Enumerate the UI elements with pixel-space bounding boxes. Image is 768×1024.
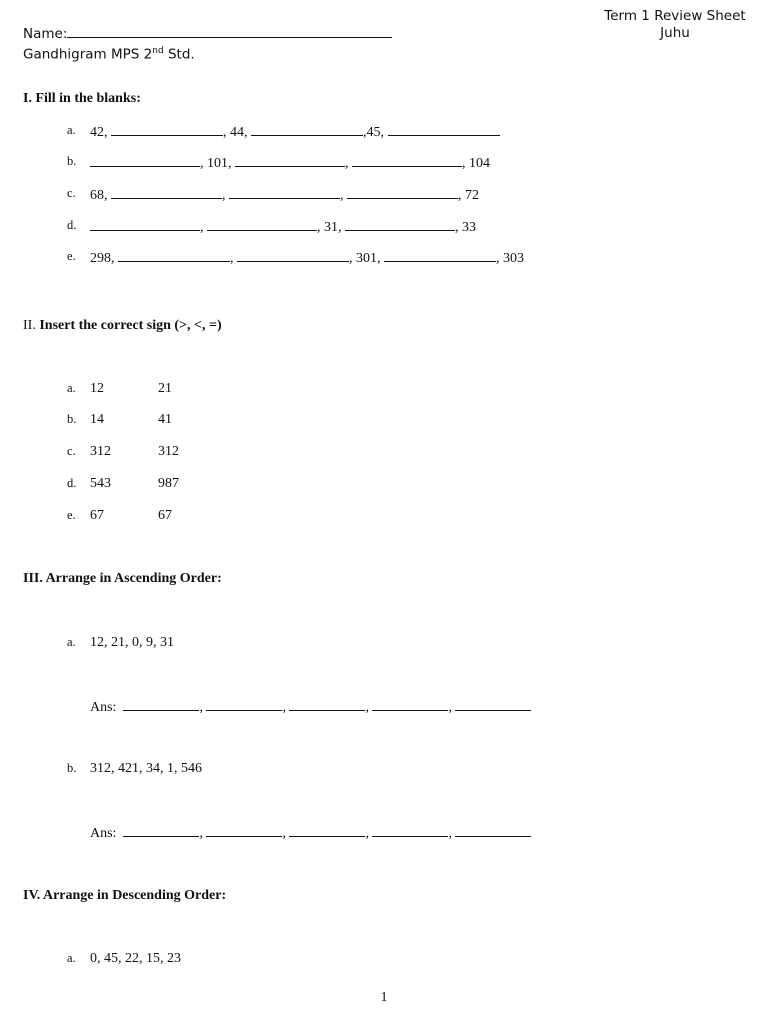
item-content bbox=[90, 154, 490, 172]
item-letter: a. bbox=[67, 381, 76, 395]
answer-blank bbox=[251, 123, 363, 136]
item-letter: a. bbox=[67, 635, 76, 649]
answer-blank bbox=[372, 698, 448, 711]
item-text: ,45, bbox=[363, 125, 388, 140]
item-letter: d. bbox=[67, 218, 77, 232]
name-line bbox=[23, 25, 392, 43]
answer-line: Ans: , , , , bbox=[90, 698, 531, 716]
item-text: , bbox=[200, 220, 207, 235]
school-name: Gandhigram MPS 2 bbox=[23, 46, 153, 63]
sheet-title: Term 1 Review Sheet bbox=[604, 8, 746, 24]
section-2-title bbox=[23, 318, 222, 334]
answer-blank bbox=[207, 218, 317, 231]
item-content bbox=[90, 249, 524, 267]
answer-blank bbox=[347, 186, 458, 199]
item-content bbox=[90, 218, 476, 236]
item-letter: b. bbox=[67, 761, 77, 775]
item-text: , 104 bbox=[462, 156, 490, 171]
right-number: 21 bbox=[158, 381, 172, 396]
answer-blank bbox=[90, 218, 200, 231]
answer-blank bbox=[206, 824, 282, 837]
item-letter: d. bbox=[67, 476, 77, 490]
section-2-heading: Insert the correct sign (>, <, =) bbox=[39, 318, 222, 333]
item-content bbox=[90, 186, 479, 204]
item-content bbox=[90, 123, 500, 141]
item-text: 298, bbox=[90, 251, 118, 266]
header-left bbox=[23, 25, 392, 64]
left-number: 543 bbox=[90, 476, 111, 491]
section-1-title: I. Fill in the blanks: bbox=[23, 91, 141, 106]
answer-blank bbox=[289, 698, 365, 711]
sheet-location: Juhu bbox=[660, 25, 690, 41]
right-number: 987 bbox=[158, 476, 179, 491]
answer-blank bbox=[123, 824, 199, 837]
answer-blank bbox=[206, 698, 282, 711]
answer-blank bbox=[289, 824, 365, 837]
item-numbers: 12, 21, 0, 9, 31 bbox=[90, 635, 174, 650]
item-text: 68, bbox=[90, 188, 111, 203]
answer-blank bbox=[352, 154, 462, 167]
item-letter: e. bbox=[67, 508, 76, 522]
answer-blank bbox=[90, 154, 200, 167]
item-text: , bbox=[230, 251, 237, 266]
item-text: , 44, bbox=[223, 125, 251, 140]
school-std: Std. bbox=[163, 46, 195, 63]
page-number: 1 bbox=[380, 990, 388, 1005]
item-numbers: 312, 421, 34, 1, 546 bbox=[90, 761, 202, 776]
answer-blank bbox=[455, 698, 531, 711]
left-number: 312 bbox=[90, 444, 111, 459]
answer-blank bbox=[111, 186, 222, 199]
item-text: , 101, bbox=[200, 156, 235, 171]
item-letter: a. bbox=[67, 123, 76, 137]
item-text: 42, bbox=[90, 125, 111, 140]
section-3-title: III. Arrange in Ascending Order: bbox=[23, 571, 222, 586]
header-right bbox=[560, 8, 768, 42]
left-number: 12 bbox=[90, 381, 104, 396]
answer-blank bbox=[235, 154, 345, 167]
right-number: 41 bbox=[158, 412, 172, 427]
school-sup: nd bbox=[152, 46, 164, 56]
right-number: 312 bbox=[158, 444, 179, 459]
name-label: Name: bbox=[23, 26, 68, 42]
answer-blank bbox=[237, 249, 349, 262]
answer-blank bbox=[384, 249, 496, 262]
name-blank bbox=[67, 25, 392, 38]
item-letter: b. bbox=[67, 154, 77, 168]
school-line bbox=[23, 43, 392, 64]
left-number: 14 bbox=[90, 412, 104, 427]
item-letter: e. bbox=[67, 249, 76, 263]
item-numbers: 0, 45, 22, 15, 23 bbox=[90, 951, 181, 966]
answer-blank bbox=[372, 824, 448, 837]
right-number: 67 bbox=[158, 508, 172, 523]
left-number: 67 bbox=[90, 508, 104, 523]
answer-blank bbox=[345, 218, 455, 231]
item-letter: c. bbox=[67, 444, 76, 458]
ans-label: Ans: bbox=[90, 700, 117, 715]
item-text: , 33 bbox=[455, 220, 476, 235]
item-letter: c. bbox=[67, 186, 76, 200]
item-letter: b. bbox=[67, 412, 77, 426]
answer-blank bbox=[123, 698, 199, 711]
item-text: , 303 bbox=[496, 251, 524, 266]
answer-blank bbox=[229, 186, 340, 199]
item-text: , 31, bbox=[317, 220, 345, 235]
item-letter: a. bbox=[67, 951, 76, 965]
section-4-title: IV. Arrange in Descending Order: bbox=[23, 888, 227, 903]
ans-label: Ans: bbox=[90, 826, 117, 841]
item-text: , bbox=[222, 188, 229, 203]
item-text: , bbox=[340, 188, 347, 203]
answer-blank bbox=[118, 249, 230, 262]
answer-blank bbox=[111, 123, 223, 136]
item-text: , bbox=[345, 156, 352, 171]
item-text: , 72 bbox=[458, 188, 479, 203]
item-text: , 301, bbox=[349, 251, 384, 266]
answer-blank bbox=[455, 824, 531, 837]
section-2-number: II. bbox=[23, 318, 36, 333]
answer-line: Ans: , , , , bbox=[90, 824, 531, 842]
answer-blank bbox=[388, 123, 500, 136]
